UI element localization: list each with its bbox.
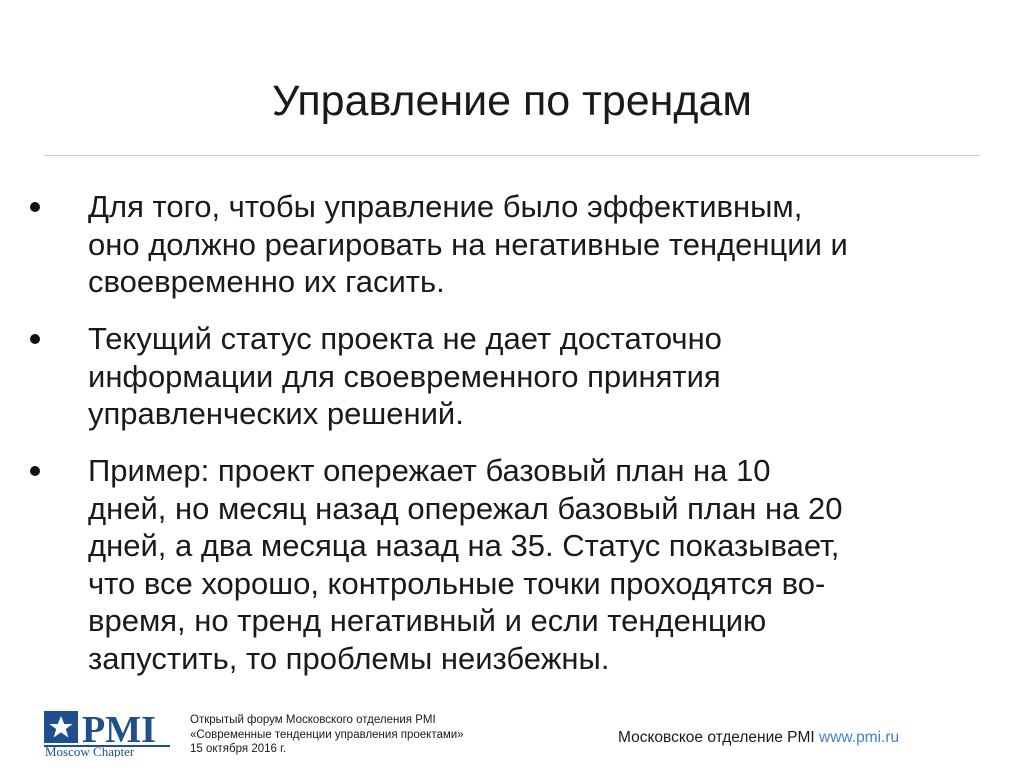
pmi-logo bbox=[44, 711, 170, 757]
footer-website-link[interactable]: www.pmi.ru bbox=[819, 729, 900, 746]
bullet-dot-icon bbox=[30, 466, 40, 476]
footer-line: 15 октября 2016 г. bbox=[190, 743, 287, 755]
footer-line: «Современные тенденции управления проектами» bbox=[190, 728, 464, 741]
footer-line: Открытый форум Московского отделения PMI bbox=[190, 714, 436, 726]
bullet-line: что все хорошо, контрольные точки проходятся во- bbox=[88, 565, 826, 601]
bullet-line: управленческих решений. bbox=[88, 396, 464, 431]
pmi-logo-icon bbox=[44, 711, 170, 757]
bullet-line: запустить, то проблемы неизбежны. bbox=[88, 640, 610, 676]
bullet-line: своевременно их гасить. bbox=[88, 264, 445, 299]
footer-event-info bbox=[190, 713, 550, 757]
bullet-line: дней, а два месяца назад на 35. Статус показывает, bbox=[88, 528, 840, 563]
footer-chapter-name: Московское отделение PMI bbox=[618, 729, 815, 746]
bullet-dot-icon bbox=[30, 334, 40, 344]
bullet-line: Для того, чтобы управление было эффективным, bbox=[88, 189, 803, 224]
bullet-item bbox=[88, 188, 998, 301]
svg-text:PMI: PMI bbox=[82, 711, 156, 751]
bullet-dot-icon bbox=[30, 202, 40, 212]
title-divider bbox=[44, 155, 980, 156]
bullet-item bbox=[88, 452, 998, 677]
slide-title: Управление по трендам bbox=[272, 77, 752, 125]
bullet-item bbox=[88, 320, 998, 433]
bullet-line: оно должно реагировать на негативные тенденции и bbox=[88, 226, 848, 262]
bullet-line: время, но тренд негативный и если тенденцию bbox=[88, 603, 767, 638]
bullet-line: информации для своевременного принятия bbox=[88, 358, 721, 394]
bullet-line: Текущий статус проекта не дает достаточно bbox=[88, 321, 722, 356]
footer-chapter bbox=[618, 729, 899, 747]
bullet-line: Пример: проект опережает базовый план на 10 bbox=[88, 453, 771, 488]
bullet-line: дней, но месяц назад опережал базовый план на 20 bbox=[88, 490, 843, 526]
svg-text:Moscow Chapter: Moscow Chapter bbox=[45, 744, 135, 757]
